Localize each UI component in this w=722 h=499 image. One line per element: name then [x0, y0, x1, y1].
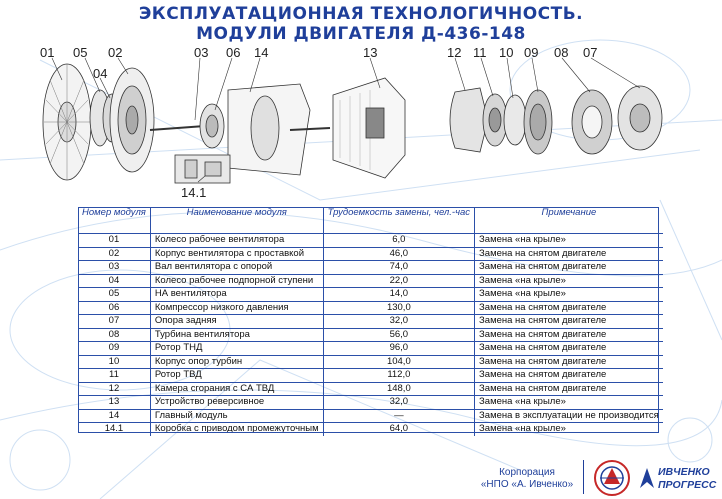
cell-note: Замена в эксплуатации не производится [475, 409, 663, 423]
cell-name: Ротор ТНД [150, 342, 323, 356]
cell-name: Камера сгорания с СА ТВД [150, 382, 323, 396]
brand-mark-icon [638, 466, 656, 490]
cell-number: 01 [78, 234, 150, 248]
brand-name-line-2: ПРОГРЕСС [658, 479, 717, 491]
cell-name: Опора задняя [150, 315, 323, 329]
cell-number: 12 [78, 382, 150, 396]
corporation-line-2: «НПО «А. Ивченко» [480, 479, 574, 490]
cell-name: Главный модуль [150, 409, 323, 423]
cell-labor: 148,0 [323, 382, 474, 396]
cell-note: Замена «на крыле» [479, 423, 566, 435]
header-number: Номер модуля [78, 207, 150, 234]
cell-name: Коробка с приводом промежуточным [150, 423, 323, 436]
corporation-line-1: Корпорация [499, 467, 555, 478]
table-row [78, 274, 663, 288]
cell-note: Замена на снятом двигателе [475, 328, 663, 342]
cell-number: 11 [78, 369, 150, 383]
cell-number: 07 [78, 315, 150, 329]
part-label-03: 03 [194, 45, 209, 60]
part-label-01: 01 [40, 45, 55, 60]
table-row [78, 423, 663, 436]
part-label-14-1: 14.1 [181, 185, 207, 200]
header-labor: Трудоемкость замены, чел.-час [323, 207, 474, 234]
cell-name: Корпус вентилятора с проставкой [150, 247, 323, 261]
title-line-1: ЭКСПЛУАТАЦИОННАЯ ТЕХНОЛОГИЧНОСТЬ. [138, 4, 584, 24]
part-label-10: 10 [499, 45, 514, 60]
cell-labor: 6,0 [323, 234, 474, 248]
table-row [78, 288, 663, 302]
cell-labor: 22,0 [323, 274, 474, 288]
cell-note: Замена «на крыле» [475, 288, 663, 302]
cell-number: 10 [78, 355, 150, 369]
cell-note: Замена на снятом двигателе [475, 315, 663, 329]
cell-note: Замена на снятом двигателе [475, 342, 663, 356]
cell-labor: 32,0 [323, 315, 474, 329]
cell-name: Корпус опор турбин [150, 355, 323, 369]
cell-labor: 74,0 [323, 261, 474, 275]
table-row [78, 409, 663, 423]
table-row [78, 234, 663, 248]
cell-number: 08 [78, 328, 150, 342]
table-row [78, 247, 663, 261]
modules-table [78, 207, 663, 436]
fan-wheel-part [43, 64, 91, 180]
part-label-04: 04 [93, 66, 108, 81]
part-label-08: 08 [554, 45, 569, 60]
part-label-07: 07 [583, 45, 598, 60]
header-name: Наименование модуля [150, 207, 323, 234]
part-label-14: 14 [254, 45, 269, 60]
cell-labor: 130,0 [323, 301, 474, 315]
part-label-02: 02 [108, 45, 123, 60]
part-label-13: 13 [363, 45, 378, 60]
footer-divider [583, 460, 584, 494]
cell-labor: 112,0 [323, 369, 474, 383]
cell-number: 13 [78, 396, 150, 410]
part-label-09: 09 [524, 45, 539, 60]
part-label-11: 11 [473, 45, 487, 60]
table-header-row [78, 207, 663, 234]
table-row [78, 355, 663, 369]
part-label-05: 05 [73, 45, 88, 60]
cell-note: Замена на снятом двигателе [475, 247, 663, 261]
cell-name: Турбина вентилятора [150, 328, 323, 342]
table-row [78, 261, 663, 275]
cell-number: 09 [78, 342, 150, 356]
cell-number: 14 [78, 409, 150, 423]
cell-name: Вал вентилятора с опорой [150, 261, 323, 275]
cell-name: НА вентилятора [150, 288, 323, 302]
cell-labor: 104,0 [323, 355, 474, 369]
cell-labor: 64,0 [323, 423, 474, 436]
corporation-name [468, 467, 586, 491]
cell-number: 14.1 [78, 423, 150, 436]
part-label-12: 12 [447, 45, 462, 60]
emblem-logo-icon [592, 459, 632, 497]
cell-number: 03 [78, 261, 150, 275]
header-note: Примечание [475, 207, 663, 234]
cell-labor: — [323, 409, 474, 423]
cell-number: 06 [78, 301, 150, 315]
title-line-2: МОДУЛИ ДВИГАТЕЛЯ Д-436-148 [196, 24, 526, 44]
cell-labor: 14,0 [323, 288, 474, 302]
cell-note: Замена на снятом двигателе [475, 261, 663, 275]
table-row [78, 315, 663, 329]
cell-number: 05 [78, 288, 150, 302]
table-row [78, 382, 663, 396]
cell-name: Колесо рабочее вентилятора [150, 234, 323, 248]
cell-name: Компрессор низкого давления [150, 301, 323, 315]
table-row [78, 301, 663, 315]
cell-note: Замена на снятом двигателе [475, 301, 663, 315]
cell-note: Замена на снятом двигателе [475, 355, 663, 369]
cell-labor: 56,0 [323, 328, 474, 342]
table-row [78, 369, 663, 383]
cell-number: 04 [78, 274, 150, 288]
part-label-06: 06 [226, 45, 241, 60]
cell-note: Замена «на крыле» [475, 274, 663, 288]
table-row [78, 342, 663, 356]
cell-labor: 32,0 [323, 396, 474, 410]
cell-note: Замена на снятом двигателе [475, 369, 663, 383]
cell-name: Колесо рабочее подпорной ступени [150, 274, 323, 288]
cell-number: 02 [78, 247, 150, 261]
table-row [78, 396, 663, 410]
cell-note: Замена на снятом двигателе [475, 382, 663, 396]
cell-labor: 96,0 [323, 342, 474, 356]
cell-note: Замена «на крыле» [475, 396, 663, 410]
engine-exploded-drawing [0, 0, 722, 200]
cell-note: Замена «на крыле» [475, 234, 663, 248]
brand-name-line-1: ИВЧЕНКО [658, 466, 710, 478]
cell-labor: 46,0 [323, 247, 474, 261]
cell-name: Ротор ТВД [150, 369, 323, 383]
cell-name: Устройство реверсивное [150, 396, 323, 410]
table-row [78, 328, 663, 342]
